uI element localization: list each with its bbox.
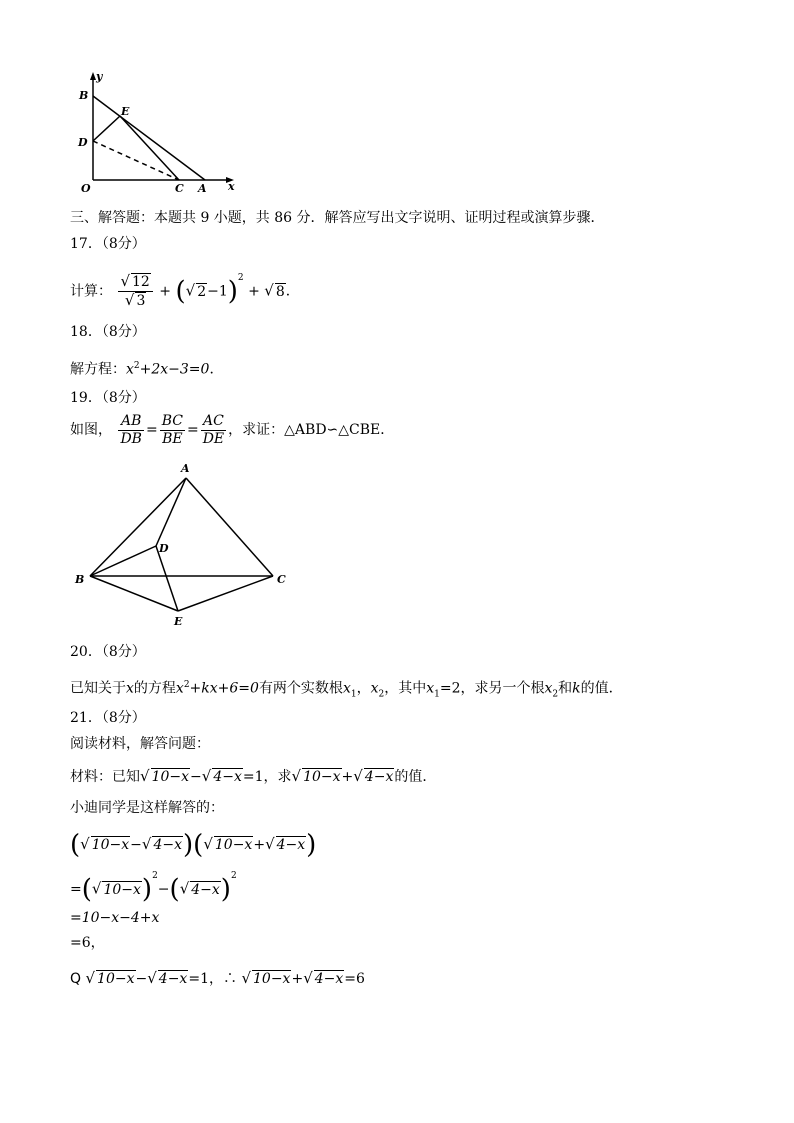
label-b2: B [75,573,85,586]
q21-step2: =(√ 10−x)$^2$−(√ 4−x)$^2$ [70,871,237,905]
q17-sqrt2: 2 [197,283,207,300]
q17-sqrt8: 8 [275,283,285,300]
q18-equation: 解方程：$x^2+2x-3=0$． [70,361,224,378]
q21-intro: 阅读材料，解答问题： [70,736,210,752]
label-d: D [78,136,88,149]
q19-prefix: 如图， [70,422,112,438]
q17-expression: 计算： $\frac{√ 12}{√ 3}$ + (√ 2−1)$^2$ + √ 8． [70,272,300,310]
segment-de [93,116,120,141]
q17-header: 17．（8分） [70,236,146,252]
label-b: B [79,89,89,102]
q21-conclusion: Q √ 10−x−√ 4−x=1，∴ √ 10−x+√ 4−x=6 [70,969,365,987]
q17-exp: 2 [237,273,244,283]
q19-statement: 如图， $\frac{AB}{DB}$ = $\frac{BC}{BE}$ = $\frac{AC}{DE}$ ，求证：△ABD∽△CBE． [70,412,395,447]
triangle-figure [70,460,295,630]
q21-material: 材料：已知√ 10−x−√ 4−x=1，求√ 10−x+√ 4−x的值． [70,767,437,785]
segment-ec [120,116,179,180]
q19-suffix: ，求证：△ABD∽△CBE． [228,422,395,438]
q19-header: 19．（8分） [70,390,146,406]
q17-plus1: + [159,283,172,300]
q20-header: 20．（8分） [70,644,146,660]
q17-end: ． [285,283,300,300]
segment-dc-dashed [93,141,179,180]
q17-prefix: 计算： [70,283,112,300]
q18-end: ． [209,361,224,378]
coordinate-figure [74,68,244,196]
q20-statement: 已知关于x的方程$x^2+kx+6=0$有两个实数根$x_1$，$x_2$，其中$x_1=2$，求另一个根$x_2$和k的值． [70,680,623,700]
label-x: x [228,180,235,193]
label-e2: E [174,615,183,628]
q21-step4: =6， [70,935,105,951]
label-o: O [81,182,91,195]
q18-eq: +2x−3=0 [139,361,210,378]
label-d2: D [159,542,169,555]
q17-fraction: $\frac{√ 12}{√ 3}$ [118,273,152,310]
q17-plus2: + [248,283,260,300]
section-heading: 三、解答题：本题共 9 小题，共 86 分．解答应写出文字说明、证明过程或演算步骤． [70,210,605,226]
label-c: C [175,182,184,195]
label-c2: C [277,573,286,586]
q18-header: 18．（8分） [70,324,146,340]
segment-ba [93,96,205,180]
label-a: A [198,182,207,195]
q17-minus1: −1 [207,283,228,300]
label-y: y [96,70,103,83]
q21-student: 小迪同学是这样解答的： [70,800,224,816]
q21-header: 21．（8分） [70,710,146,726]
q17-den: 3 [136,293,146,310]
q21-step3: =10−x−4+x [70,910,160,926]
q17-num: 12 [132,274,150,291]
label-e: E [121,105,130,118]
label-a2: A [181,462,190,475]
q21-step1: (√ 10−x−√ 4−x)(√ 10−x+√ 4−x) [70,830,317,860]
q18-prefix: 解方程： [70,361,126,378]
